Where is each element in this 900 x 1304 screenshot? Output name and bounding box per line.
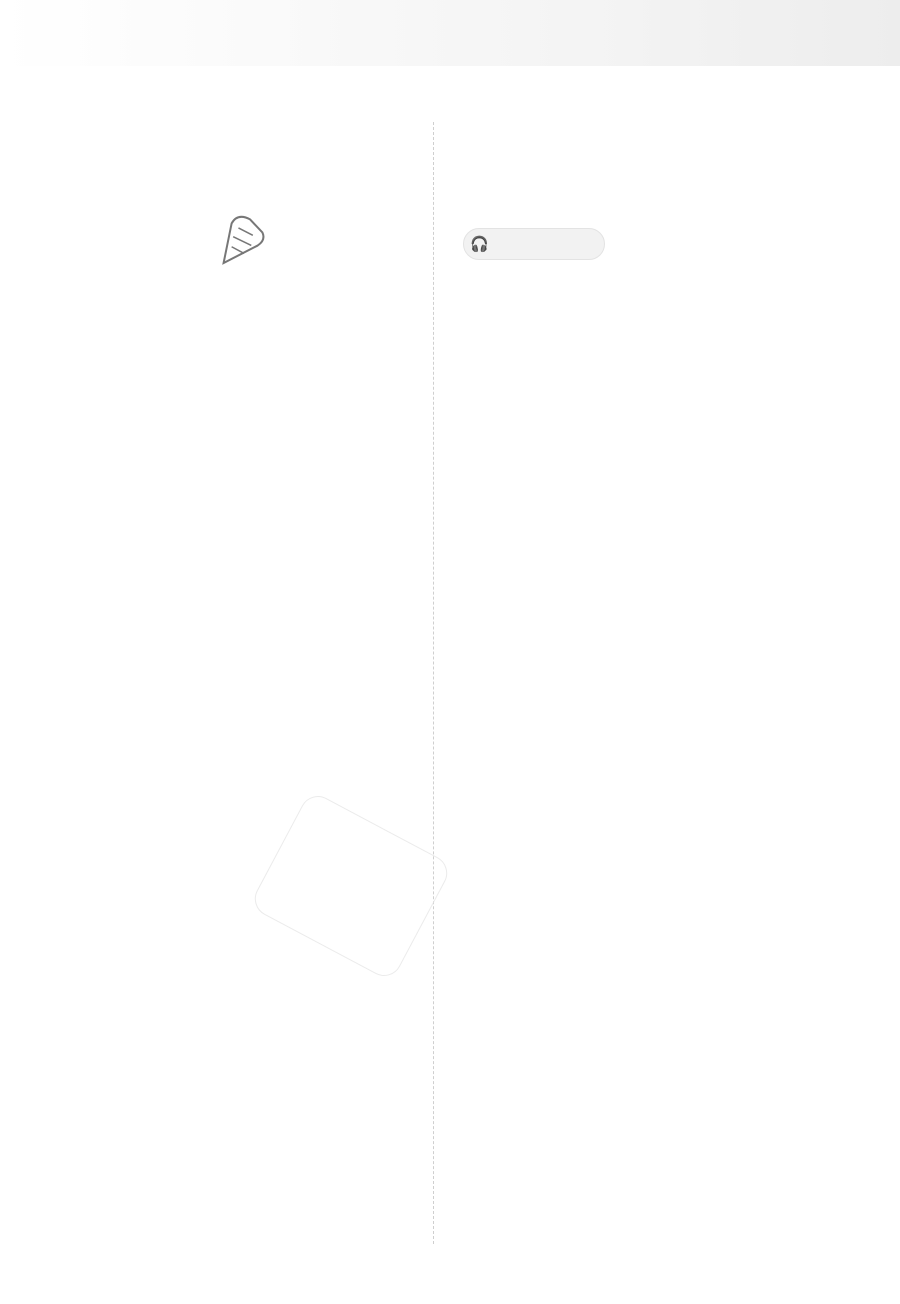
carrot-stamp-icon [203, 200, 283, 286]
column-divider [433, 122, 434, 1244]
page-header-bar [0, 0, 900, 66]
answer-stamp [196, 200, 283, 305]
site-watermark [700, 1198, 890, 1298]
glare-reflection [248, 790, 453, 983]
listening-material-tag [463, 228, 605, 260]
headphones-icon: 🎧 [470, 235, 489, 253]
